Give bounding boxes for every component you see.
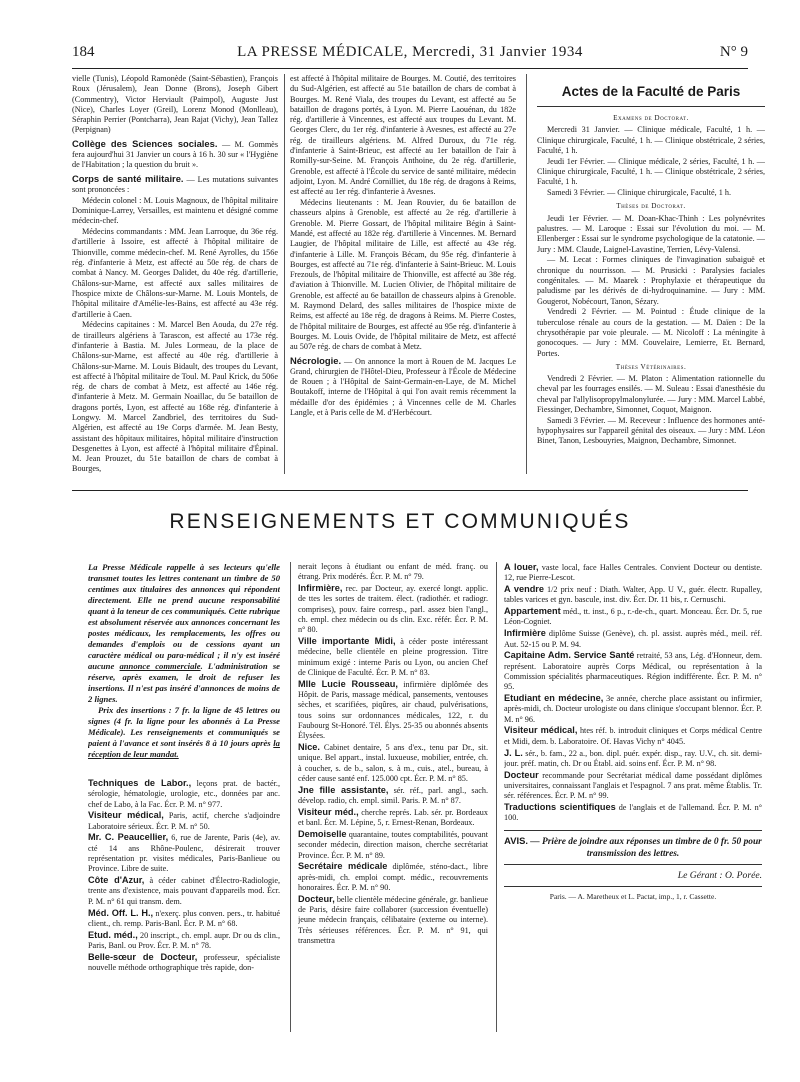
page-header (72, 38, 748, 64)
news-column-2 (290, 74, 516, 478)
necrologie-text: — On annonce la mort à Rouen de M. Jacques Le Grand, chirurgien de l'Hôtel-Dieu, Professeur à l'École de Médecine de Rouen ; à l'Hôpital de Saint-Germain-en-Laye, de M. Michel Boutakoff, interne de l'Hôpital à qui l'on avait remis récemment la médaille d'or des épidémies ; à Vincennes celle de M. Charles Langle, et à Paris celle de M. d'Herbécourt. (290, 356, 516, 417)
college-heading: Collège des Sciences sociales. (72, 137, 218, 149)
classified-ad: Etud. méd., 20 inscript., ch. empl. aupr. Dr ou ds clin., Paris, Banl. ou Prov. Écr. P. M. n° 78. (88, 929, 280, 950)
colonel-paragraph: Médecin colonel : M. Louis Magnoux, de l'hôpital militaire Dominique-Larrey, Versailles, est maintenu et désigné comme médecin-chef. (72, 195, 278, 226)
news-column-1 (72, 74, 278, 478)
classified-ad: Docteur, belle clientèle médecine générale, gr. banlieue de Paris, désire faire collaborer (succession éventuelle) jeune médecin français, célibataire (externe ou interne). Très sérieuses références. Écr. P. M. n° 91, qui transmettra (298, 893, 488, 945)
classified-ad: Docteur recommande pour Secrétariat médical dame possédant diplômes universitaires, connaissant l'anglais et l'espagnol. 7 ans prat. même Établis. Tr. sér. références. Écr. P. M. n° 99. (504, 769, 762, 801)
classified-ad: Méd. Off. L. H., n'exerç. plus conven. pers., tr. habitué client., ch. remp. Paris-Banl. Écr. P. M. n° 68. (88, 907, 280, 928)
classified-ad: Capitaine Adm. Service Santé retraité, 53 ans, Lég. d'Honneur, dem. représent. Laboratoire auprès Corps Médical, ou représentation à la Commission spécialités pharmaceutiques. Région indifférente. Écr. P. M. n° 95. (504, 650, 762, 692)
classified-ad: A louer, vaste local, face Halles Centrales. Convient Docteur ou dentiste. 12, rue Pierre-Lescot. (504, 562, 762, 583)
these-vet-item: Vendredi 2 Février. — M. Platon : Alimentation rationnelle du cheval par les fourrages ensilés. — M. Suleau : Essai d'anesthésie du cheval par l'allylisopropylmalonylurée. — Jury : MM. Marcel Labbé, Fiessinger, Dechambre, Simonnet, Coquot, Maignon. (537, 374, 765, 415)
classified-ad: Traductions scientifiques de l'anglais et de l'allemand. Écr. P. M. n° 100. (504, 802, 762, 823)
faculte-rule (537, 106, 765, 107)
column-divider (290, 562, 291, 1032)
classified-ad: Nice. Cabinet dentaire, 5 ans d'ex., tenu par Dr., sit. unique. Bel appart., instal. luxueuse, mobilier, entrée, ch. à coucher, s. de b., salon, s. à m., cuis., atel., bureau, à céder cause santé enf. 125.000 cpt. Écr. P. M. n° 85. (298, 742, 488, 783)
printer-line: Paris. — A. Maretheux et L. Pactat, imp., 1, r. Cassette. (549, 891, 717, 901)
corps-heading: Corps de santé militaire. (72, 172, 184, 184)
page-number: 184 (72, 44, 95, 60)
classified-ad: Secrétaire médicale diplômée, sténo-dact., libre après-midi, ch. emploi compt. médic., recouvrements honoraires. Écr. P. M. n° 90. (298, 861, 488, 892)
lieutenants-paragraph: Médecins lieutenants : M. Jean Rouvier, du 6e bataillon de chasseurs alpins à Grenoble, est affecté au 2e rég. d'artillerie à Grenoble. M. Pierre Gossart, de l'hôpital militaire Bégin à Saint-Mandé, est affecté au 182e rég. d'artillerie à Vincennes. M. Bernard Laugier, de l'hôpital militaire de Lille, est affecté au 43e rég. d'infanterie à Lille. M. François Bécam, du 95e rég. d'infanterie à Bourges, est affecté au 71e rég. d'infanterie à Saint-Brieuc. M. Louis Frezouls, de l'hôpital militaire de Thionville, est affecté au 38e rég. d'aviation à Thionville. M. Lucien Olivier, de l'hôpital militaire de Grenoble, est affecté au 6e bataillon de chasseurs alpins à Grenoble. M. Raymond Delard, des salles militaires de l'hospice mixte de Reims, est affecté au 18e rég. de dragons à Reims. M. Pierre Costes, de l'hôpital militaire de Bourges, est affecté au 95e rég. d'infanterie à Bourges. M. Louis Ovide, de l'hôpital militaire de Metz, est affecté au 507e rég. de chars de combat à Metz. (290, 198, 516, 352)
these-item: Jeudi 1er Février. — M. Doan-Khac-Thinh : Les polynévrites palustres. — M. Laroque : Essai sur l'évolution du moi. — M. Ellenberger : Essai sur le syndrome psychologique de la catatonie. — Jury : MM. Claude, Laignel-Lavastine, Terrien, Lévy-Valensi. (537, 213, 765, 254)
gerant-line: Le Gérant : O. Porée. (677, 869, 762, 881)
classified-ad: Visiteur méd., cherche représ. Lab. sér. pr. Bordeaux et banl. Écr. M. Lépine, 5, r. Ernest-Renan, Bordeaux. (298, 806, 488, 828)
capitaines-paragraph: Médecins capitaines : M. Marcel Ben Aouda, du 27e rég. de tirailleurs algériens à Tarascon, est affecté au 173e rég. d'infanterie à Bastia. M. Jules Lormeau, de la place de Châlons-sur-Marne, est affecté au 40e rég. d'artillerie à Châlons-sur-Marne. M. Louis Bidault, des troupes du Levant, est affecté à l'hôpital militaire de Toul. M. Paul Krick, du 506e rég. de chars de combat à Metz, est affecté au 146e rég. d'infanterie à Metz. M. Germain Noaillac, du 5e bataillon de dragons portés, Lyon, est affecté au 168e rég. d'infanterie à Longwy. M. Marcel Zandbriel, des territoires du Sud-Algérien, est affecté au 19e Corps d'armée. M. Jean Besty, assistant des hôpitaux militaires, hôpital militaire d'instruction Desgenettes à Lyon, est affecté à l'hôpital militaire d'Épinal. M. Jean Prouzet, du 51e bataillon de chars de combat à Bourges, (72, 320, 278, 474)
theses-heading: Thèses de Doctorat. (616, 202, 686, 211)
avis-notice: AVIS. — Prière de joindre aux réponses un timbre de 0 fr. 50 pour transmission des lettres. (504, 834, 762, 859)
these-item: — M. Lecat : Formes cliniques de l'invagination subaiguë et chronique du nourrisson. — M. Prusicki : Paralysies faciales congénitales. — M. Maarek : Prophylaxie et thérapeutique du paludisme par les dérivés de di-hydroquinamine. — Jury : MM. Gougerot, Nobécourt, Tanon, Sézary. (537, 255, 765, 306)
these-item: Vendredi 2 Février. — M. Pointud : Étude clinique de la tuberculose rénale au cours de la gestation. — M. Daïen : De la chrysothérapie par voie pleurale. — M. Nicoloff : La méningite à gonocoques. — Jury : MM. Couvelaire, Lemierre, Et. Bernard, Portes. (537, 307, 765, 358)
faculte-title: Actes de la Faculté de Paris (561, 84, 741, 99)
classified-ad: Côte d'Azur, à céder cabinet d'Électro-Radiologie, trente ans d'existence, mais pouvant d'appareils mod. Écr. P. M. n° 61 qui transm. dem. (88, 875, 280, 906)
commandants-paragraph: Médecins commandants : MM. Jean Larroque, du 36e rég. d'artillerie à Issoire, est affecté à l'hôpital militaire de Thionville, comme médecin-chef. M. René Ayrolles, du 156e rég. d'infanterie à Metz, est affecté au 50e rég. de chars de combat à Nancy. M. Georges Dalidet, du 40e rég. d'artillerie, Châlons-sur-Marne, est affecté aux salles militaires de l'hospice mixte de Châlons-sur-Marne. M. Louis Montels, de l'hôpital militaire d'Amélie-les-Bains, est affecté au 43e rég. d'artillerie à Caen. (72, 227, 278, 319)
ads-column-2 (298, 562, 488, 1032)
column-divider (496, 562, 497, 1032)
column-divider (284, 74, 285, 474)
college-text: — M. Gommès fera aujourd'hui 31 Janvier un cours à 16 h. 30 sur « l'Hygiène de l'Habitation ; la question du bruit ». (72, 139, 278, 170)
section-rule (72, 490, 748, 491)
necrologie-heading: Nécrologie. (290, 354, 342, 366)
classified-ad: Etudiant en médecine, 3e année, cherche place assistant ou infirmier, après-midi, ch. Docteur urologiste ou dans clinique s'occupant blennor. Écr. P. M. n° 96. (504, 693, 762, 724)
doctorat-heading: Examens de Doctorat. (613, 114, 689, 122)
classified-ad: Techniques de Labor., leçons prat. de bactér., sérologie, hématologie, urologie, etc., données par anc. chef de Labo, à la Fac. Écr. P. M. n° 977. (88, 778, 280, 809)
ads-column-1 (88, 562, 280, 1032)
classified-ad: Infirmière, rec. par Docteur, ay. exercé longt. applic. de ttes les sortes de traitem. élect. (radiothér. et radiogr. comprises), pouv. faire corresp., parl. assez bien l'angl., ch. empl. chez médecin ou ds clin. Exc. référ. Écr. P. M. n° 80. (298, 583, 488, 635)
classified-ad: Belle-sœur de Docteur, professeur, spécialiste nouvelle méthode orthographique très rapide, don- (88, 951, 280, 973)
column-divider (526, 74, 527, 474)
classified-ad: A vendre 1/2 prix neuf : Diath. Walter, App. U V., guér. électr. Rupalley, tables varices et gyn. bascule, inst. div. Écr. Dr. 11 bis, r. Cernuschi. (504, 584, 762, 605)
classified-ad: Infirmière diplôme Suisse (Genève), ch. pl. assist. auprès méd., meil. réf. Aut. 52-15 ou P. M. 94. (504, 628, 762, 649)
continued-text: vielle (Tunis), Léopold Ramonède (Saint-Sébastien), François Roux (Jérusalem), Jean Donne (Brons), Joseph Gibert (Commentry), Victor Herviault (Paimpol), Auguste Just (Nice), Charles Loyer (Greil), Lorenz Monod (Monlleau), Séraphin Perrier (Pontcharra), Jean Rajat (Vichy), Jean Tallez (Perpignan) (72, 74, 278, 135)
classified-ad: nerait leçons à étudiant ou enfant de méd. franç. ou étrang. Prix modérés. Écr. P. M. n° 79. (298, 562, 488, 582)
veterinaires-heading: Thèses Vétérinaires. (615, 362, 687, 371)
classified-ad: Mr. C. Peaucellier, 6, rue de Jarente, Paris (4e), av. cté 14 ans Rhône-Poulenc, désirerait trouver représentation pr. visites médicales, Paris-Banlieue ou Province. Libre de suite. (88, 832, 280, 874)
doctorat-item: Jeudi 1er Février. — Clinique médicale, 2 séries, Faculté, 1 h. — Clinique chirurgicale, Faculté, 1 h. — Clinique obstétricale, 2 séries, Faculté, 1 h. (537, 156, 765, 187)
these-vet-item: Samedi 3 Février. — M. Receveur : Influence des hormones anté-hypophysaires sur l'appareil génital des oiseaux. — Jury : MM. Léon Binet, Tanon, Lesbouyries, Maignon, Dechambre, Simonnet. (537, 415, 765, 446)
journal-title: LA PRESSE MÉDICALE, Mercredi, 31 Janvier 1934 (237, 44, 583, 60)
column-2-continued: est affecté à l'hôpital militaire de Bourges. M. Coutié, des territoires du Sud-Algérien, est affecté au 51e bataillon de chars de combat à Bourges. M. René Viala, des troupes du Levant, est affecté au 5e bataillon de dragons portés, à Lyon. M. Pierre Laouénan, du 182e rég. d'artillerie à Vincennes, est affecté aux troupes du Levant. M. Georges Clerc, du 1er rég. d'infanterie à Avesnes, est affecté au 27e rég. de tirailleurs algériens. M. Alfred Duroux, du 71e rég. d'infanterie à Saint-Brieuc, est affecté au 1er bataillon de l'air à Romilly-sur-Seine. M. François Anthoine, du 2e rég. d'artillerie, Grenoble, est affecté à l'École du service de santé militaire, médecin adjoint, Lyon. M. André Cornilliet, du 18e rég. de dragons à Reims, est affecté au 1er rég. d'infanterie à Avesnes. (290, 74, 516, 197)
insertion-notice: La Presse Médicale rappelle à ses lecteurs qu'elle transmet toutes les lettres contenant un timbre de 50 centimes aux titulaires des annonces qui répondent directement. Elle ne prend aucune responsabilité quant à la teneur de ces communiqués. Cette rubrique est absolument réservée aux annonces concernant les postes médicaux, les remplacements, les offres ou demandes d'emplois ou de cessions ayant un caractère médical ou para-médical ; il n'y est inséré aucune annonce commerciale. L'administration se réserve, après examen, le droit de refuser les insertions. Il n'est pas inséré d'annonces de moins de 2 lignes. Prix des insertions : 7 fr. la ligne de 45 lettres ou signes (4 fr. la ligne pour les abonnés à La Presse Médicale). Les renseignements et communiqués se paient à l'avance et sont insérés 8 à 10 jours après la réception de leur mandat. (88, 562, 280, 759)
classified-ad: J. L. sér., b. fam., 22 a., bon. dipl. puér. expér. disp., ray. U.V., ch. sit. demi-jour. préf. matin, ch. Dr ou Établ. aid. soins enf. Écr. P. M. n° 98. (504, 747, 762, 768)
classified-ad: Ville importante Midi, à céder poste intéressant médecine, belle clientèle en pleine progression. Titre minimum exigé : interne Paris ou Lyon, ou ancien Chef de Clinique de Faculté. Écr. P. M. n° 83. (298, 636, 488, 677)
classified-ad: Visiteur médical, htes réf. b. introduit cliniques et Corps médical Centre et Midi, dem. b. Laboratoire. Of. Havas Vichy n° 4045. (504, 725, 762, 746)
issue-number: N° 9 (719, 44, 748, 60)
classified-ad: Demoiselle quarantaine, toutes comptabilités, pouvant seconder médecin, direction maison, cherche secrétariat Province. Écr. P. M. n° 89. (298, 828, 488, 860)
classified-ad: Visiteur médical, Paris, actif, cherche s'adjoindre Laboratoire sérieux. Écr. P. M. n° 50. (88, 810, 280, 831)
corps-intro: — Les mutations suivantes sont prononcées : (72, 174, 278, 194)
doctorat-item: Mercredi 31 Janvier. — Clinique médicale, Faculté, 1 h. — Clinique chirurgicale, Faculté, 1 h. — Clinique obstétricale, 2 séries, Faculté, 1 h. (537, 125, 765, 155)
header-rule (72, 68, 748, 69)
classified-ad: Appartement méd., tt. inst., 6 p., r.-de-ch., quart. Monceau. Écr. Dr. 5, rue Léon-Cogniet. (504, 606, 762, 627)
classified-ad: Mlle Lucie Rousseau, infirmière diplômée des Hôpit. de Paris, massage médical, pansements, ventouses sèches, et scarifiées, piqûres, air chaud, pulvérisations, tous soins sur ordonnances médicales, 122, r. du Faubourg St-Honoré. Tél. Élys. 25-35 ou abonnés absents Élysées. (298, 678, 488, 741)
ads-column-3 (504, 562, 762, 1032)
classified-ad: Jne fille assistante, sér. réf., parl. angl., sach. dévelop. radio, ch. empl. simil. Paris. P. M. n° 87. (298, 784, 488, 806)
doctorat-item: Samedi 3 Février. — Clinique chirurgicale, Faculté, 1 h. (547, 188, 732, 198)
section-title: RENSEIGNEMENTS ET COMMUNIQUÉS (169, 510, 631, 533)
faculte-column (537, 110, 765, 480)
